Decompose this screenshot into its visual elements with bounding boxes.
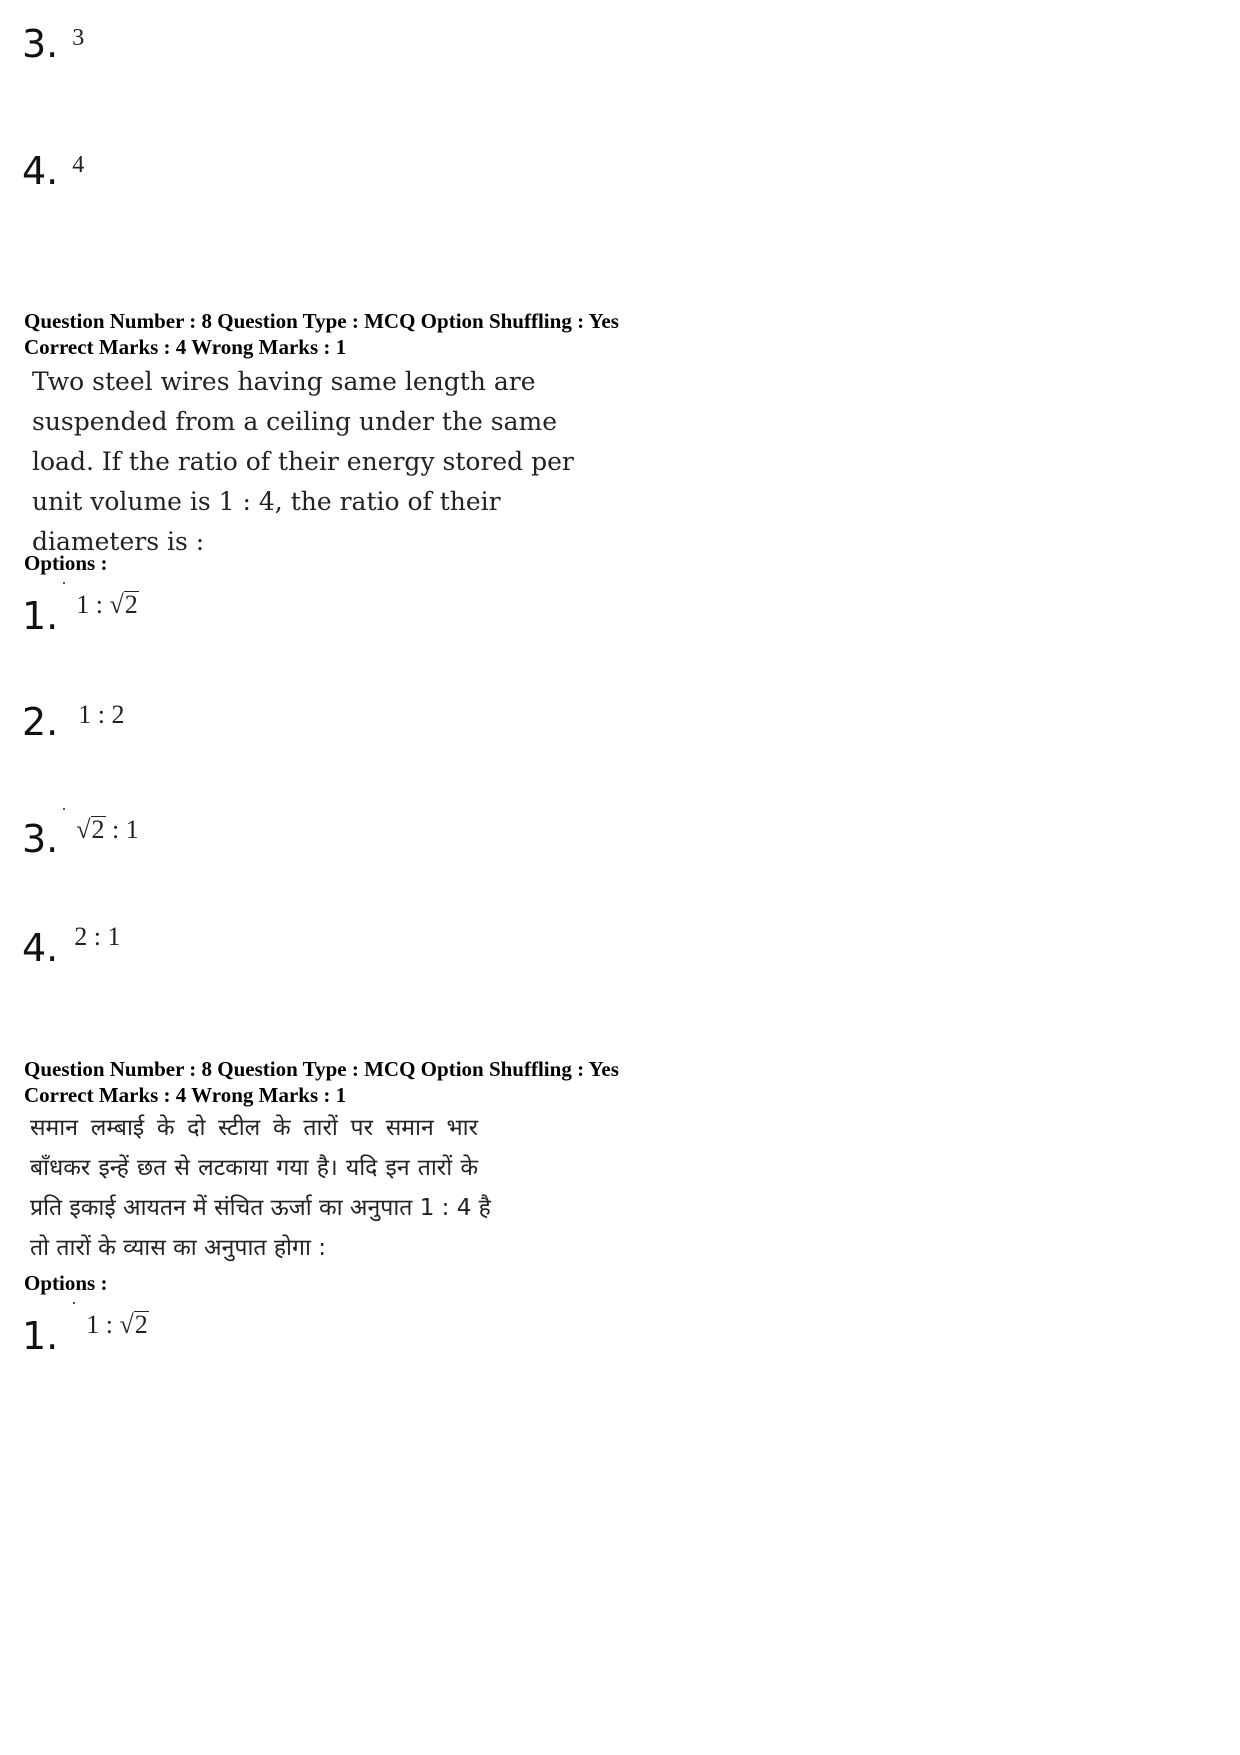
option-text: 1 : 2: [78, 700, 125, 729]
question-meta-line1: Question Number : 8 Question Type : MCQ Option Shuffling : Yes: [24, 1057, 619, 1081]
option-number: 3.: [22, 22, 59, 66]
question-meta-line1: Question Number : 8 Question Type : MCQ Option Shuffling : Yes: [24, 309, 619, 333]
prev-option-3[interactable]: [22, 22, 84, 66]
option-text: [76, 590, 139, 619]
option-text: 3: [72, 25, 85, 51]
option-number: 4.: [22, 149, 59, 193]
option-number: 4.: [22, 926, 59, 970]
option-1[interactable]: [22, 590, 139, 638]
option-4[interactable]: [22, 922, 121, 970]
option-number: 3.: [22, 817, 59, 861]
prev-option-4[interactable]: [22, 149, 84, 193]
options-label: Options :: [24, 551, 108, 575]
radicand: 2: [124, 590, 138, 619]
question-line: बाँधकर इन्हें छत से लटकाया गया है। यदि इन तारों के: [30, 1155, 478, 1181]
question-meta-line2: Correct Marks : 4 Wrong Marks : 1: [24, 335, 347, 359]
sqrt-symbol: √2: [119, 1310, 148, 1339]
sqrt-symbol: √2: [76, 815, 105, 844]
question-line: unit volume is 1 : 4, the ratio of their: [32, 487, 501, 516]
question-line: समान लम्बाई के दो स्टील के तारों पर समान भार: [30, 1115, 478, 1141]
radicand: 2: [91, 815, 105, 844]
option-text: [86, 1310, 149, 1339]
question-line: load. If the ratio of their energy stored per: [32, 447, 574, 476]
question-line: suspended from a ceiling under the same: [32, 407, 558, 436]
option-1[interactable]: [22, 1310, 149, 1358]
option-text-post: : 1: [105, 815, 139, 844]
sqrt-symbol: √2: [109, 590, 138, 619]
option-2[interactable]: [22, 700, 125, 744]
scan-speck: [73, 1302, 75, 1304]
question-meta-line2: Correct Marks : 4 Wrong Marks : 1: [24, 1083, 347, 1107]
question-line: diameters is :: [32, 527, 205, 556]
question-text-hindi: [30, 1108, 491, 1268]
option-number: 2.: [22, 700, 59, 744]
option-text-pre: 1 :: [76, 590, 110, 619]
radicand: 2: [134, 1310, 148, 1339]
question-line: प्रति इकाई आयतन में संचित ऊर्जा का अनुपात 1 : 4 है: [30, 1195, 491, 1221]
question-text: [32, 362, 574, 562]
option-text: [76, 815, 139, 844]
option-text-pre: 1 :: [86, 1310, 120, 1339]
question-line: तो तारों के व्यास का अनुपात होगा :: [30, 1235, 326, 1261]
scan-speck: [63, 808, 65, 810]
option-number: 1.: [22, 594, 59, 638]
option-number: 1.: [22, 1314, 59, 1358]
option-text: 2 : 1: [74, 922, 121, 951]
option-text: 4: [72, 152, 85, 178]
options-label: Options :: [24, 1271, 108, 1295]
question-line: Two steel wires having same length are: [32, 367, 536, 396]
option-3[interactable]: [22, 815, 139, 861]
scan-speck: [63, 582, 65, 584]
